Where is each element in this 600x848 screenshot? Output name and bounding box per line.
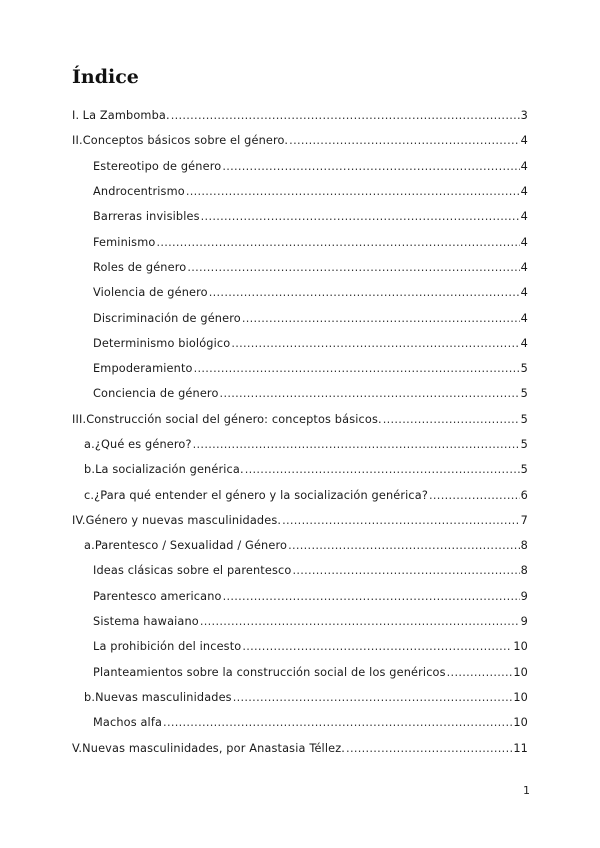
toc-dot-leader [193,438,520,451]
toc-dot-leader [383,413,520,426]
toc-entry-label: Machos alfa [93,716,163,730]
toc-entry-page: 8 [520,564,528,578]
toc-dot-leader [289,134,519,147]
toc-entry-label: La prohibición del incesto [93,640,242,654]
toc-entry[interactable] [72,179,528,204]
toc-dot-leader [201,210,520,223]
toc-entry-number: c. [84,488,95,502]
toc-entry-label: Estereotipo de género [93,159,222,173]
toc-entry[interactable] [72,331,528,356]
toc-entry[interactable] [72,280,528,305]
toc-dot-leader [220,387,520,400]
toc-entry-number: II. [72,134,83,148]
toc-entry-page: 4 [520,260,528,274]
toc-entry-page: 10 [513,665,528,679]
toc-entry-label: Violencia de género [93,286,208,300]
toc-entry-number: a. [84,539,95,553]
toc-dot-leader [223,590,520,603]
toc-entry-page: 9 [520,589,528,603]
toc-entry-label: Parentesco / Sexualidad / Género [94,539,288,553]
toc-entry-page: 4 [520,286,528,300]
toc-entry-label: Empoderamiento [93,362,193,376]
toc-entry-label: Nuevas masculinidades, por Anastasia Téllez. [82,741,346,755]
toc-entry[interactable] [72,204,528,229]
toc-dot-leader [292,564,519,577]
toc-entry-label: Conciencia de género [93,387,219,401]
toc-entry-page: 6 [520,488,528,502]
toc-dot-leader [429,489,520,502]
toc-entry[interactable] [72,255,528,280]
toc-entry-label: Roles de género [93,260,187,274]
toc-entry[interactable] [72,356,528,381]
toc-dot-leader [222,160,519,173]
toc-entry-label: Feminismo [93,235,156,249]
toc-entry-label: Nuevas masculinidades [95,690,232,704]
toc-entry[interactable] [72,305,528,330]
toc-entry-page: 10 [513,690,528,704]
toc-entry-page: 10 [513,640,528,654]
toc-entry-page: 3 [520,109,528,123]
toc-entry-number: a. [84,438,95,451]
toc-entry-number: IV. [72,513,86,527]
toc-entry-label: Parentesco americano [93,589,222,603]
toc-entry-page: 7 [520,513,528,527]
toc-entry-page: 4 [520,311,528,325]
toc-dot-leader [447,666,513,679]
toc-entry[interactable] [72,381,528,406]
toc-entry-label: Barreras invisibles [93,210,200,224]
toc-dot-leader [282,514,520,527]
toc-entry-number: b. [84,463,96,477]
toc-entry-label: La socialización genérica. [95,463,244,477]
toc-entry[interactable] [72,128,528,153]
toc-entry[interactable] [72,457,528,482]
toc-entry-page: 4 [520,336,528,350]
toc-entry[interactable] [72,710,528,735]
toc-entry-label: Construcción social del género: conceptos básicos. [86,412,382,426]
toc-entry-label: Conceptos básicos sobre el género. [82,134,289,148]
table-of-contents [72,103,528,761]
toc-entry[interactable] [72,609,528,634]
toc-dot-leader [245,463,520,476]
toc-entry[interactable] [72,685,528,710]
toc-entry-page: 5 [520,362,528,376]
toc-dot-leader [233,691,513,704]
toc-entry-label: Discriminación de género [93,311,241,325]
toc-entry[interactable] [72,154,528,179]
toc-entry-number: I. [72,109,80,123]
toc-entry-label: ¿Qué es género? [94,438,192,451]
toc-entry-page: 5 [520,412,528,426]
page-number: 1 [523,784,530,797]
toc-entry-page: 5 [520,387,528,401]
toc-entry-label: Androcentrismo [93,185,185,199]
toc-dot-leader [200,615,520,628]
toc-dot-leader [242,312,520,325]
toc-dot-leader [346,742,512,755]
toc-entry[interactable] [72,508,528,533]
toc-entry[interactable] [72,634,528,659]
toc-entry-page: 4 [520,134,528,148]
toc-dot-leader [171,109,520,122]
toc-entry[interactable] [72,482,528,507]
toc-dot-leader [156,236,519,249]
toc-entry-label: La Zambomba. [82,109,170,123]
toc-dot-leader [231,337,519,350]
toc-entry-page: 5 [520,463,528,477]
toc-entry-page: 4 [520,159,528,173]
toc-entry-page: 4 [520,185,528,199]
toc-dot-leader [209,286,520,299]
toc-entry-label: Determinismo biológico [93,336,231,350]
toc-entry-label: Planteamientos sobre la construcción social de los genéricos [93,665,446,679]
toc-entry-label: ¿Para qué entender el género y la socialización genérica? [94,488,429,502]
toc-entry[interactable] [72,558,528,583]
toc-entry[interactable] [72,584,528,609]
toc-entry-label: Sistema hawaiano [93,615,199,629]
toc-entry[interactable] [72,407,528,432]
toc-entry-page: 10 [513,716,528,730]
toc-entry-number: b. [84,690,96,704]
toc-entry[interactable] [72,229,528,254]
toc-entry[interactable] [72,103,528,128]
toc-entry-number: III. [72,412,87,426]
toc-entry[interactable] [72,533,528,558]
toc-entry[interactable] [72,432,528,457]
toc-dot-leader [187,261,519,274]
toc-dot-leader [288,539,520,552]
toc-entry-label: Ideas clásicas sobre el parentesco [93,564,292,578]
toc-dot-leader [186,185,520,198]
toc-entry-page: 4 [520,235,528,249]
toc-entry[interactable] [72,660,528,685]
toc-entry-page: 8 [520,539,528,553]
toc-dot-leader [163,716,512,729]
toc-entry-page: 9 [520,615,528,629]
toc-entry-page: 11 [513,741,528,755]
toc-entry-page: 4 [520,210,528,224]
toc-dot-leader [242,640,512,653]
toc-entry-page: 5 [520,438,528,451]
toc-dot-leader [194,362,520,375]
toc-entry[interactable] [72,735,528,760]
page-title: Índice [72,66,139,88]
toc-entry-number: V. [72,741,83,755]
toc-entry-label: Género y nuevas masculinidades. [85,513,282,527]
